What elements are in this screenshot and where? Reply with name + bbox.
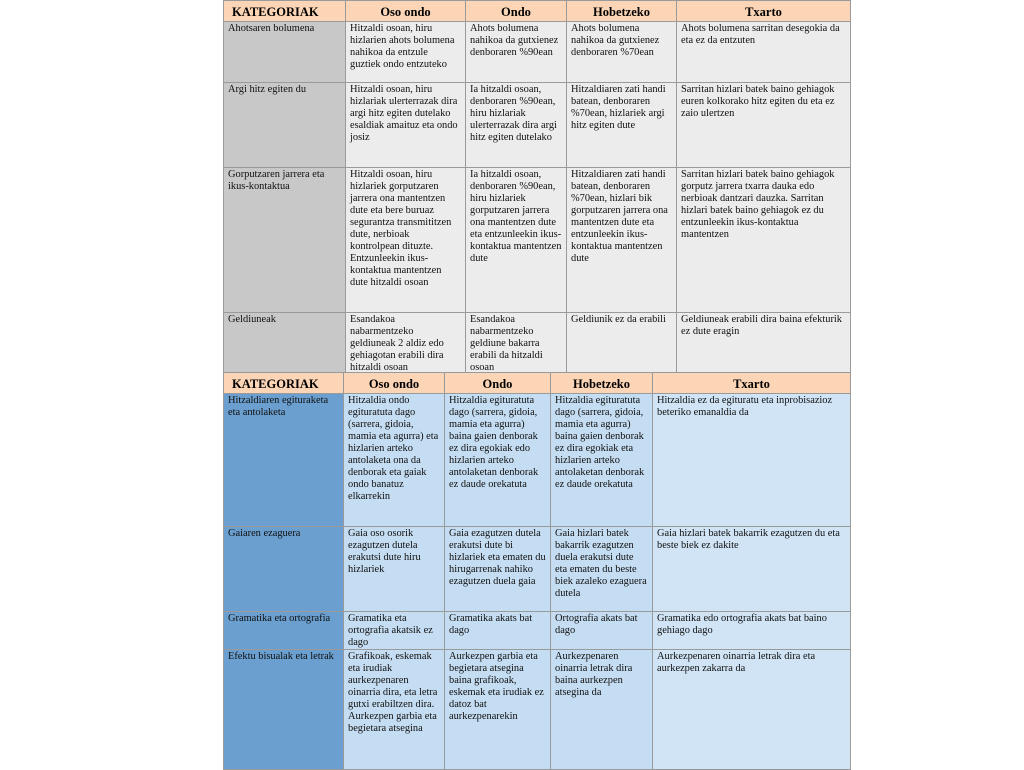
criteria-cell: Ahots bolumena nahikoa da gutxienez denboraren %90ean	[466, 22, 567, 83]
criteria-cell: Hitzaldiaren zati handi batean, denboraren %70ean, hizlari bik gorputzaren jarrera ona mantentzen dute eta entzunleekin ikus-kontaktua mantentzen dute	[567, 168, 677, 313]
category-cell: Geldiuneak	[224, 313, 346, 375]
table-row	[224, 612, 851, 650]
category-cell: Efektu bisualak eta letrak	[224, 650, 344, 770]
criteria-cell: Hitzaldiaren zati handi batean, denboraren %70ean, hizlariek argi hitz egiten dute	[567, 83, 677, 168]
criteria-cell: Aurkezpen garbia eta begietara atsegina baina grafikoak, eskemak eta irudiak ez datoz bat aurkezpenarekin	[445, 650, 551, 770]
category-cell: Hitzaldiaren egituraketa eta antolaketa	[224, 394, 344, 527]
table-row	[224, 650, 851, 770]
criteria-cell: Ia hitzaldi osoan, denboraren %90ean, hiru hizlariak ulerterrazak dira argi hitz egiten dutelako	[466, 83, 567, 168]
table-header-row	[224, 373, 851, 394]
rubric-table-1	[223, 0, 851, 375]
category-cell: Ahotsaren bolumena	[224, 22, 346, 83]
criteria-cell: Hitzaldi osoan, hiru hizlariak ulerterrazak dira argi hitz egiten dutelako esaldiak amaituz eta ondo josiz	[346, 83, 466, 168]
table-row	[224, 313, 851, 375]
criteria-cell: Ahots bolumena nahikoa da gutxienez denboraren %70ean	[567, 22, 677, 83]
header-hobetzeko: Hobetzeko	[567, 1, 677, 22]
criteria-cell: Gramatika eta ortografia akatsik ez dago	[344, 612, 445, 650]
criteria-cell: Hitzaldia ez da egituratu eta inprobisazioz beteriko emanaldia da	[653, 394, 851, 527]
criteria-cell: Sarritan hizlari batek baino gehiagok euren kolkorako hitz egiten du eta ez zaio ulertzen	[677, 83, 851, 168]
criteria-cell: Gaia oso osorik ezagutzen dutela erakutsi dute hiru hizlariek	[344, 527, 445, 612]
criteria-cell: Esandakoa nabarmentzeko geldiune bakarra erabili da hitzaldi osoan	[466, 313, 567, 375]
category-cell: Gaiaren ezaguera	[224, 527, 344, 612]
table-row	[224, 22, 851, 83]
criteria-cell: Hitzaldi osoan, hiru hizlariek gorputzaren jarrera ona mantentzen dute eta bere buruaz segurantza transmititzen dute, nerbioak kontrolpean dituzte. Entzunleekin ikus-kontaktua mantentzen dute hitzaldi osoan	[346, 168, 466, 313]
criteria-cell: Hitzaldi osoan, hiru hizlarien ahots bolumena nahikoa da entzule guztiek ondo entzuteko	[346, 22, 466, 83]
header-kategoriak: KATEGORIAK	[224, 1, 346, 22]
criteria-cell: Gaia ezagutzen dutela erakutsi dute bi hizlariek eta ematen du hirugarrenak nahiko ezagutzen duela gaia	[445, 527, 551, 612]
header-oso-ondo: Oso ondo	[344, 373, 445, 394]
criteria-cell: Hitzaldia egituratuta dago (sarrera, gidoia, mamia eta agurra) baina gaien denborak ez dira egokiak edo hizlarien arteko antolaketan denborak ez daude orekatuta	[445, 394, 551, 527]
criteria-cell: Sarritan hizlari batek baino gehiagok gorputz jarrera txarra dauka edo nerbioak dantzari dauzka. Sarritan hizlari batek baino gehiagok ez du entzunleekin ikus-kontaktua mantentzen	[677, 168, 851, 313]
criteria-cell: Esandakoa nabarmentzeko geldiuneak 2 aldiz edo gehiagotan erabili dira hitzaldi osoan	[346, 313, 466, 375]
criteria-cell: Geldiuneak erabili dira baina efekturik ez dute eragin	[677, 313, 851, 375]
criteria-cell: Grafikoak, eskemak eta irudiak aurkezpenaren oinarria dira, eta letra gutxi erabiltzen dira. Aurkezpen garbia eta begietara atsegina	[344, 650, 445, 770]
category-cell: Gramatika eta ortografia	[224, 612, 344, 650]
header-txarto: Txarto	[677, 1, 851, 22]
criteria-cell: Gramatika edo ortografia akats bat baino gehiago dago	[653, 612, 851, 650]
criteria-cell: Ortografia akats bat dago	[551, 612, 653, 650]
criteria-cell: Ahots bolumena sarritan desegokia da eta ez da entzuten	[677, 22, 851, 83]
criteria-cell: Geldiunik ez da erabili	[567, 313, 677, 375]
criteria-cell: Aurkezpenaren oinarria letrak dira baina aurkezpen atsegina da	[551, 650, 653, 770]
criteria-cell: Aurkezpenaren oinarria letrak dira eta aurkezpen zakarra da	[653, 650, 851, 770]
criteria-cell: Gaia hizlari batek bakarrik ezagutzen duela erakutsi dute eta ematen du beste biek azaleko ezaguera dutela	[551, 527, 653, 612]
category-cell: Gorputzaren jarrera eta ikus-kontaktua	[224, 168, 346, 313]
header-hobetzeko: Hobetzeko	[551, 373, 653, 394]
header-ondo: Ondo	[466, 1, 567, 22]
criteria-cell: Gramatika akats bat dago	[445, 612, 551, 650]
header-txarto: Txarto	[653, 373, 851, 394]
table-row	[224, 83, 851, 168]
table-row	[224, 527, 851, 612]
rubric-table-2	[223, 372, 851, 770]
header-ondo: Ondo	[445, 373, 551, 394]
criteria-cell: Ia hitzaldi osoan, denboraren %90ean, hiru hizlariek gorputzaren jarrera ona mantentzen dute eta entzunleekin ikus-kontaktua mantentzen dute	[466, 168, 567, 313]
table-row	[224, 394, 851, 527]
criteria-cell: Hitzaldia egituratuta dago (sarrera, gidoia, mamia eta agurra) baina gaien denborak ez dira egokiak eta hizlarien arteko antolaketan denborak ez daude orekatuta	[551, 394, 653, 527]
category-cell: Argi hitz egiten du	[224, 83, 346, 168]
table-header-row	[224, 1, 851, 22]
criteria-cell: Gaia hizlari batek bakarrik ezagutzen du eta beste biek ez dakite	[653, 527, 851, 612]
header-kategoriak: KATEGORIAK	[224, 373, 344, 394]
table-row	[224, 168, 851, 313]
header-oso-ondo: Oso ondo	[346, 1, 466, 22]
criteria-cell: Hitzaldia ondo egituratuta dago (sarrera, gidoia, mamia eta agurra) eta hizlarien arteko antolaketa ona da denborak eta gaiak ondo banatuz elkarrekin	[344, 394, 445, 527]
